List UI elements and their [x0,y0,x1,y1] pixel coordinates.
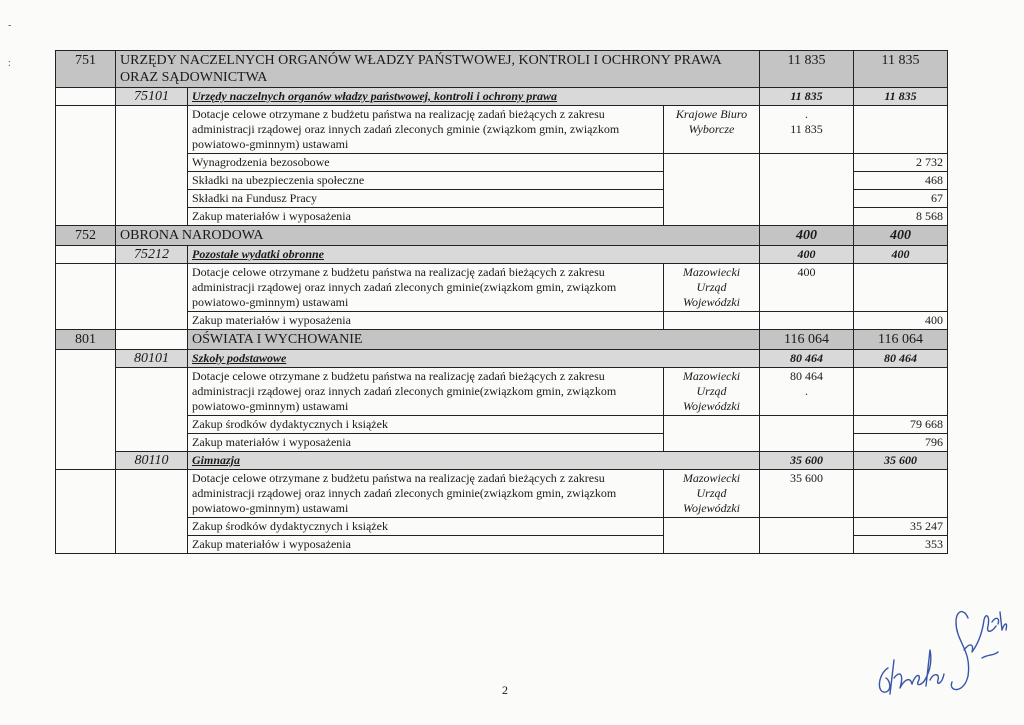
dotacja-amount-value: 80 464 [790,369,823,383]
expense-amount: 2 732 [854,154,948,172]
dzial-title: OŚWIATA I WYCHOWANIE [188,330,760,350]
dzial-row [56,51,948,88]
rozdzial-wydatki: 80 464 [854,350,948,368]
dotacja-amount [760,368,854,416]
dzial-wydatki: 400 [854,226,948,246]
expense-amount: 67 [854,190,948,208]
expense-amount: 796 [854,434,948,452]
rozdzial-code: 75212 [116,246,188,264]
dzial-code: 752 [56,226,116,246]
dzial-dochody: 11 835 [760,51,854,88]
rozdzial-title: Gimnazja [188,452,760,470]
dotacja-amount [760,106,854,154]
dotacja-row [56,368,948,416]
expense-item [56,154,948,172]
expense-label: Wynagrodzenia bezosobowe [188,154,664,172]
expense-label: Zakup środków dydaktycznych i książek [188,518,664,536]
expense-label: Składki na Fundusz Pracy [188,190,664,208]
expense-label: Zakup materiałów i wyposażenia [188,312,664,330]
dzial-wydatki: 116 064 [854,330,948,350]
rozdzial-title: Urzędy naczelnych organów władzy państwowej, kontroli i ochrony prawa [188,88,760,106]
dzial-dochody: 116 064 [760,330,854,350]
margin-mark-dash: - [8,20,12,31]
dotacja-row [56,106,948,154]
dotacja-amount: 400 [760,264,854,312]
expense-item [56,416,948,434]
dotacja-dot-mark: . [805,384,808,398]
page-number: 2 [502,683,508,697]
rozdzial-row [56,246,948,264]
expense-amount: 35 247 [854,518,948,536]
dotacja-text: Dotacje celowe otrzymane z budżetu państwa na realizację zadań bieżących z zakresu administracji rządowej oraz innych zadań zleconych gminie(związkom gmin, związkom powiatowo-gminnym) ustawami [188,264,664,312]
budget-table [55,50,948,554]
rozdzial-wydatki: 400 [854,246,948,264]
dzial-row [56,226,948,246]
dzial-row [56,330,948,350]
expense-item [56,312,948,330]
dzial-dochody: 400 [760,226,854,246]
expense-amount: 79 668 [854,416,948,434]
rozdzial-code: 75101 [116,88,188,106]
rozdzial-row [56,88,948,106]
rozdzial-code: 80110 [116,452,188,470]
dotacja-institution: Mazowiecki Urząd Wojewódzki [664,368,760,416]
rozdzial-row [56,350,948,368]
dotacja-institution: Krajowe Biuro Wyborcze [664,106,760,154]
handwritten-signature [860,590,1010,700]
expense-amount: 8 568 [854,208,948,226]
expense-label: Składki na ubezpieczenia społeczne [188,172,664,190]
dzial-title: URZĘDY NACZELNYCH ORGANÓW WŁADZY PAŃSTWOWEJ, KONTROLI I OCHRONY PRAWA ORAZ SĄDOWNICTWA [116,51,760,88]
rozdzial-row [56,452,948,470]
expense-label: Zakup materiałów i wyposażenia [188,208,664,226]
expense-label: Zakup materiałów i wyposażenia [188,536,664,554]
dotacja-dot-mark: . [805,107,808,121]
rozdzial-dochody: 80 464 [760,350,854,368]
dotacja-amount-value: 11 835 [790,122,823,136]
dotacja-text: Dotacje celowe otrzymane z budżetu państwa na realizację zadań bieżących z zakresu administracji rządowej oraz innych zadań zleconych gminie(związkom gmin, związkom powiatowo-gminnym) ustawami [188,470,664,518]
dotacja-amount: 35 600 [760,470,854,518]
expense-item [56,518,948,536]
rozdzial-title: Szkoły podstawowe [188,350,760,368]
expense-label: Zakup materiałów i wyposażenia [188,434,664,452]
dotacja-text: Dotacje celowe otrzymane z budżetu państwa na realizację zadań bieżących z zakresu administracji rządowej oraz innych zadań zleconych gminie (związkom gmin, związkom powiatowo-gminnym) ustawami [188,106,664,154]
dzial-code: 801 [56,330,116,350]
rozdzial-dochody: 35 600 [760,452,854,470]
expense-label: Zakup środków dydaktycznych i książek [188,416,664,434]
expense-amount: 353 [854,536,948,554]
expense-amount: 468 [854,172,948,190]
rozdzial-title: Pozostałe wydatki obronne [188,246,760,264]
dotacja-text: Dotacje celowe otrzymane z budżetu państwa na realizację zadań bieżących z zakresu administracji rządowej oraz innych zadań zleconych gminie(związkom gmin, związkom powiatowo-gminnym) ustawami [188,368,664,416]
rozdzial-wydatki: 35 600 [854,452,948,470]
rozdzial-dochody: 400 [760,246,854,264]
dotacja-row [56,470,948,518]
dzial-wydatki: 11 835 [854,51,948,88]
margin-mark-colon: : [8,58,11,69]
rozdzial-code: 80101 [116,350,188,368]
dotacja-institution: Mazowiecki Urząd Wojewódzki [664,470,760,518]
dotacja-row [56,264,948,312]
rozdzial-wydatki: 11 835 [854,88,948,106]
rozdzial-dochody: 11 835 [760,88,854,106]
dzial-code: 751 [56,51,116,88]
dzial-title: OBRONA NARODOWA [116,226,760,246]
dotacja-institution: Mazowiecki Urząd Wojewódzki [664,264,760,312]
expense-amount: 400 [854,312,948,330]
